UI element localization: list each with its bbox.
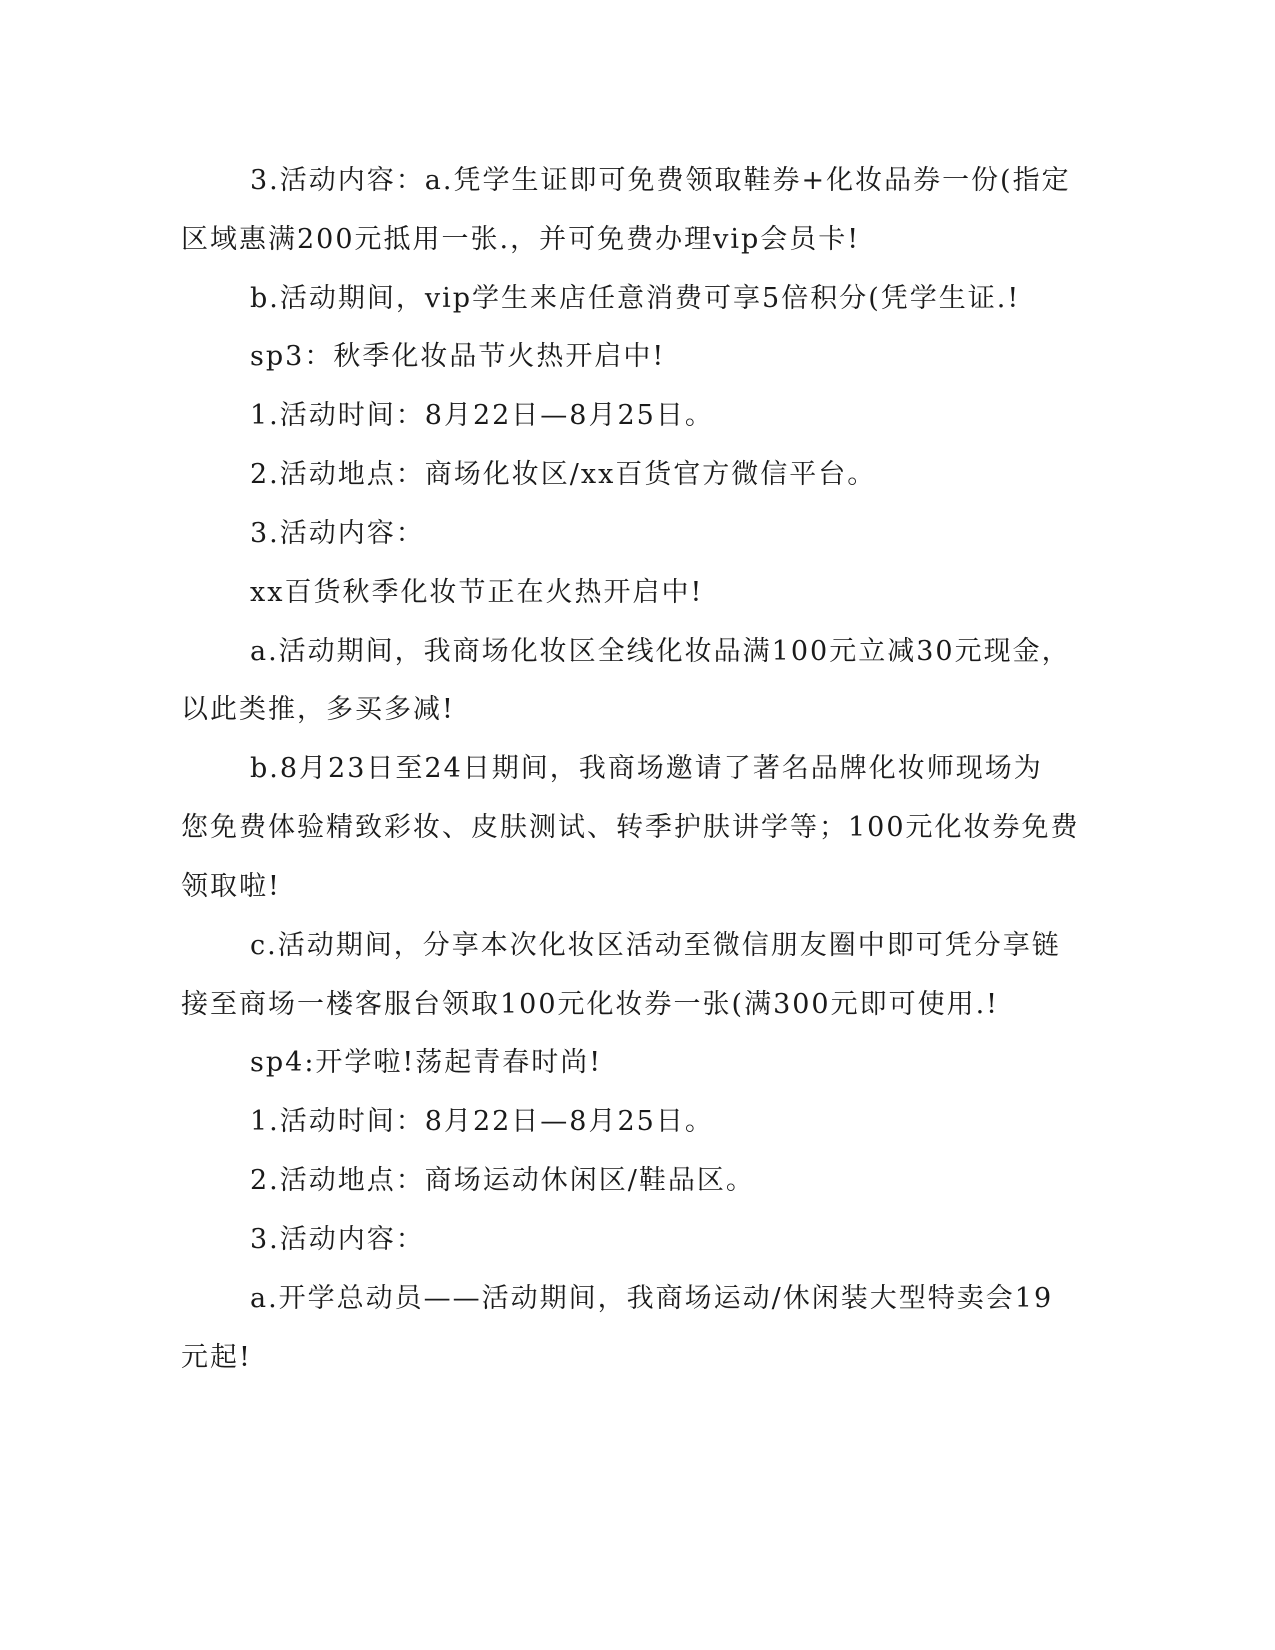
text-line: 以此类推，多买多减! — [181, 694, 455, 725]
text-line: xx百货秋季化妆节正在火热开启中! — [250, 577, 704, 608]
text-line: 区域惠满200元抵用一张.，并可免费办理vip会员卡! — [181, 224, 861, 255]
text-line: 领取啦! — [181, 871, 281, 902]
text-line: 您免费体验精致彩妆、皮肤测试、转季护肤讲学等；100元化妆券免费 — [181, 812, 1080, 843]
text-line: 接至商场一楼客服台领取100元化妆券一张(满300元即可使用.! — [181, 989, 1000, 1020]
text-line: 1.活动时间：8月22日—8月25日。 — [250, 400, 714, 431]
text-line: c.活动期间，分享本次化妆区活动至微信朋友圈中即可凭分享链 — [250, 930, 1061, 961]
text-line: 元起! — [181, 1342, 252, 1373]
text-line: 2.活动地点：商场运动休闲区/鞋品区。 — [250, 1165, 755, 1196]
text-line: 3.活动内容： — [250, 1224, 425, 1255]
text-line: 3.活动内容： — [250, 518, 425, 549]
text-line: a.活动期间，我商场化妆区全线化妆品满100元立减30元现金， — [250, 636, 1071, 667]
text-line: 1.活动时间：8月22日—8月25日。 — [250, 1106, 714, 1137]
text-line: b.8月23日至24日期间，我商场邀请了著名品牌化妆师现场为 — [250, 753, 1043, 784]
text-line: b.活动期间，vip学生来店任意消费可享5倍积分(凭学生证.! — [250, 283, 1021, 314]
text-line: 2.活动地点：商场化妆区/xx百货官方微信平台。 — [250, 459, 877, 490]
section-heading: sp3：秋季化妆品节火热开启中! — [250, 341, 666, 372]
text-line: 3.活动内容：a.凭学生证即可免费领取鞋券+化妆品券一份(指定 — [250, 165, 1071, 196]
text-line: a.开学总动员——活动期间，我商场运动/休闲装大型特卖会19 — [250, 1283, 1054, 1314]
section-heading: sp4:开学啦!荡起青春时尚! — [250, 1047, 603, 1078]
